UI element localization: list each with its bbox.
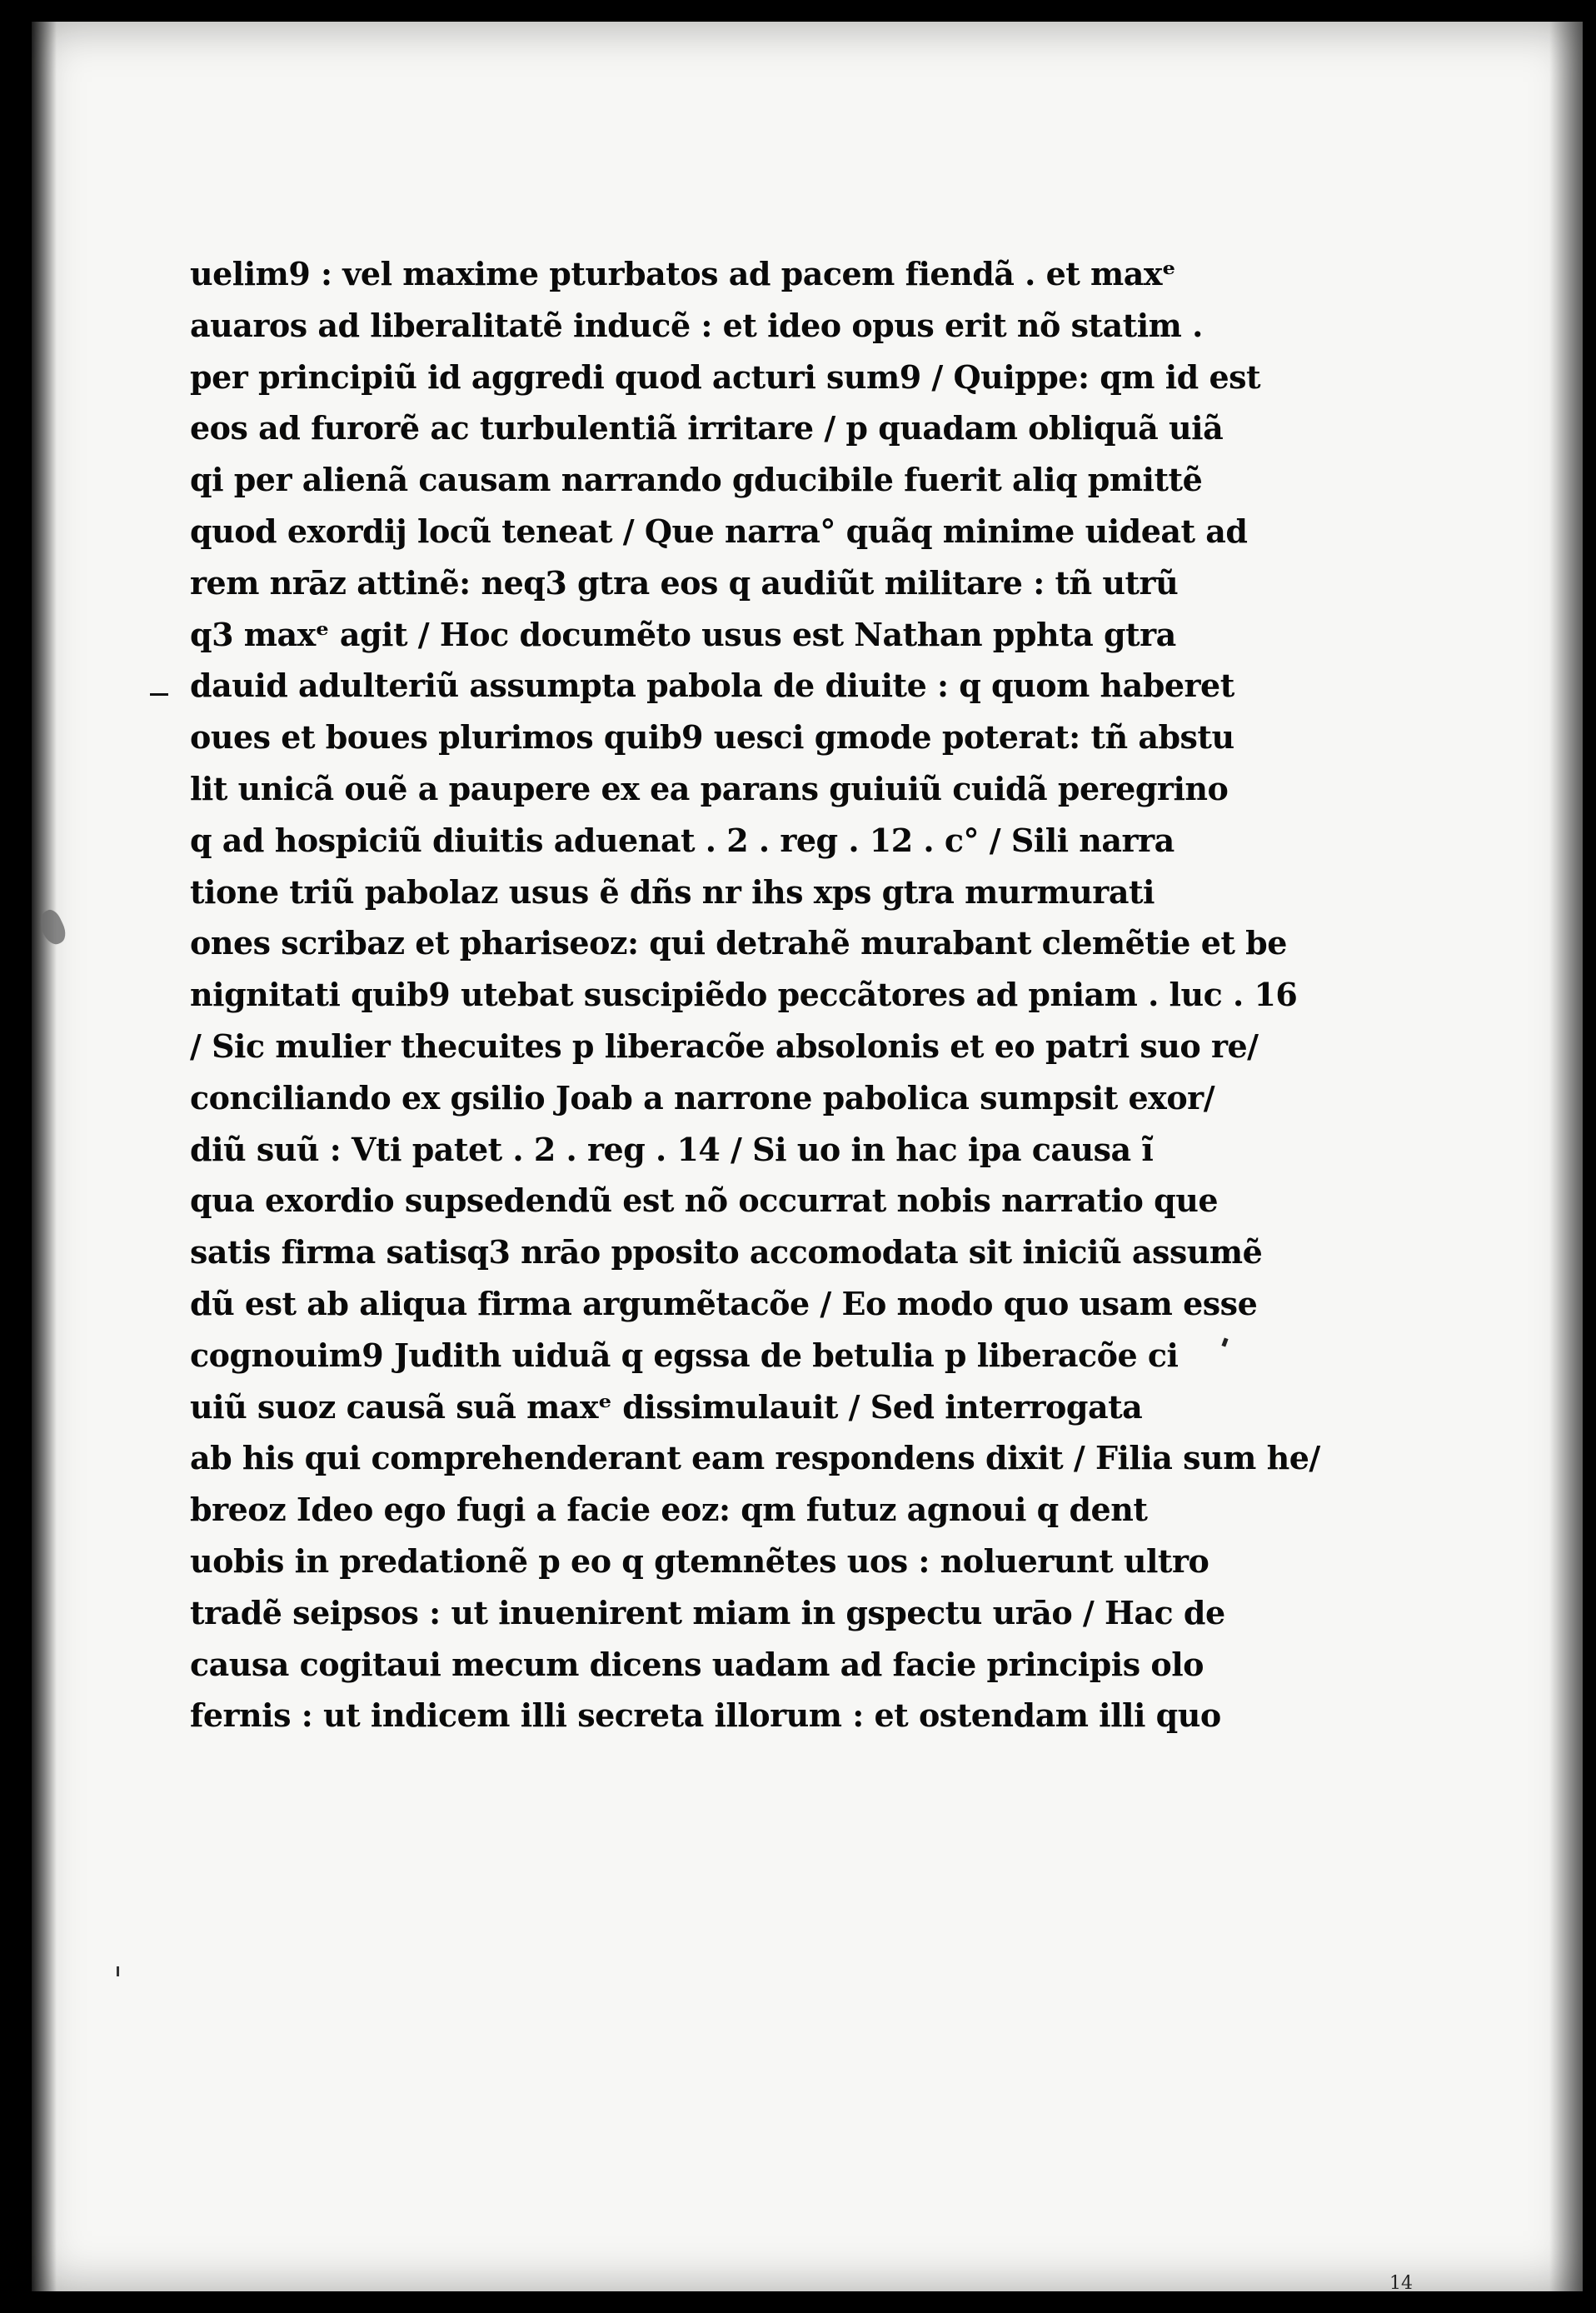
- margin-tick-mark: [117, 1966, 119, 1976]
- text-line: q ad hospiciũ diuitis aduenat . 2 . reg . 12 . c° / Sili narra: [190, 821, 1175, 859]
- text-line: q3 maxᵉ agit / Hoc documẽto usus est Nathan pphta gtra: [190, 615, 1176, 653]
- text-line: qua exordio supsedendũ est nõ occurrat nobis narratio que: [190, 1181, 1218, 1220]
- text-line: nignitati quib9 utebat suscipiẽdo peccãtores ad pniam . luc . 16: [190, 976, 1298, 1014]
- text-line: / Sic mulier thecuites p liberacõe absolonis et eo patri suo re/: [190, 1027, 1259, 1065]
- text-line: fernis : ut indicem illi secreta illorum : et ostendam illi quo: [190, 1696, 1221, 1735]
- text-line: uobis in predationẽ p eo q gtemnẽtes uos : noluerunt ultro: [190, 1541, 1209, 1580]
- text-line: satis firma satisq3 nrāo pposito accomodata sit iniciũ assumẽ: [190, 1233, 1263, 1271]
- folio-mark: 14: [1389, 2273, 1413, 2294]
- text-line: eos ad furorẽ ac turbulentiã irritare / p quadam obliquã uiã: [190, 409, 1224, 447]
- text-line: ab his qui comprehenderant eam respondens dixit / Filia sum he/: [190, 1439, 1320, 1477]
- text-column: [190, 248, 1320, 1741]
- text-line: ones scribaz et phariseoz: qui detrahẽ murabant clemẽtie et be: [190, 924, 1287, 962]
- text-line: quod exordij locũ teneat / Que narra° quãq minime uideat ad: [190, 512, 1248, 550]
- text-line: per principiũ id aggredi quod acturi sum9 / Quippe: qm id est: [190, 357, 1261, 396]
- text-line: tione triũ pabolaz usus ẽ dñs nr ihs xps gtra murmurati: [190, 872, 1155, 911]
- text-line: cognouim9 Judith uiduã q egssa de betulia p liberacõe ci: [190, 1336, 1179, 1374]
- text-line: uelim9 : vel maxime pturbatos ad pacem fiendã . et maxᵉ: [190, 255, 1176, 292]
- text-line: lit unicã ouẽ a paupere ex ea parans guiuiũ cuidã peregrino: [190, 769, 1229, 807]
- text-line: diũ suũ : Vti patet . 2 . reg . 14 / Si uo in hac ipa causa ĩ: [190, 1130, 1154, 1168]
- text-line: breoz Ideo ego fugi a facie eoz: qm futuz agnoui q dent: [190, 1491, 1148, 1529]
- text-line: rem nrāz attinẽ: neq3 gtra eos q audiũt militare : tñ utrũ: [190, 563, 1179, 602]
- text-line: dũ est ab aliqua firma argumẽtacõe / Eo modo quo usam esse: [190, 1284, 1258, 1322]
- text-line: conciliando ex gsilio Joab a narrone pabolica sumpsit exor/: [190, 1078, 1215, 1117]
- text-line: dauid adulteriũ assumpta pabola de diuite : q quom haberet: [190, 667, 1234, 705]
- text-line: uiũ suoz causã suã maxᵉ dissimulauit / Sed interrogata: [190, 1387, 1143, 1426]
- text-line: auaros ad liberalitatẽ inducẽ : et ideo opus erit nõ statim .: [190, 306, 1203, 344]
- text-line: tradẽ seipsos : ut inuenirent miam in gspectu urāo / Hac de: [190, 1593, 1225, 1631]
- text-line: oues et boues plurimos quib9 uesci gmode poterat: tñ abstu: [190, 718, 1234, 757]
- text-line: causa cogitaui mecum dicens uadam ad facie principis olo: [190, 1645, 1204, 1683]
- margin-dash-mark: [150, 693, 168, 696]
- text-line: qi per alienã causam narrando gducibile fuerit aliq pmittẽ: [190, 461, 1203, 499]
